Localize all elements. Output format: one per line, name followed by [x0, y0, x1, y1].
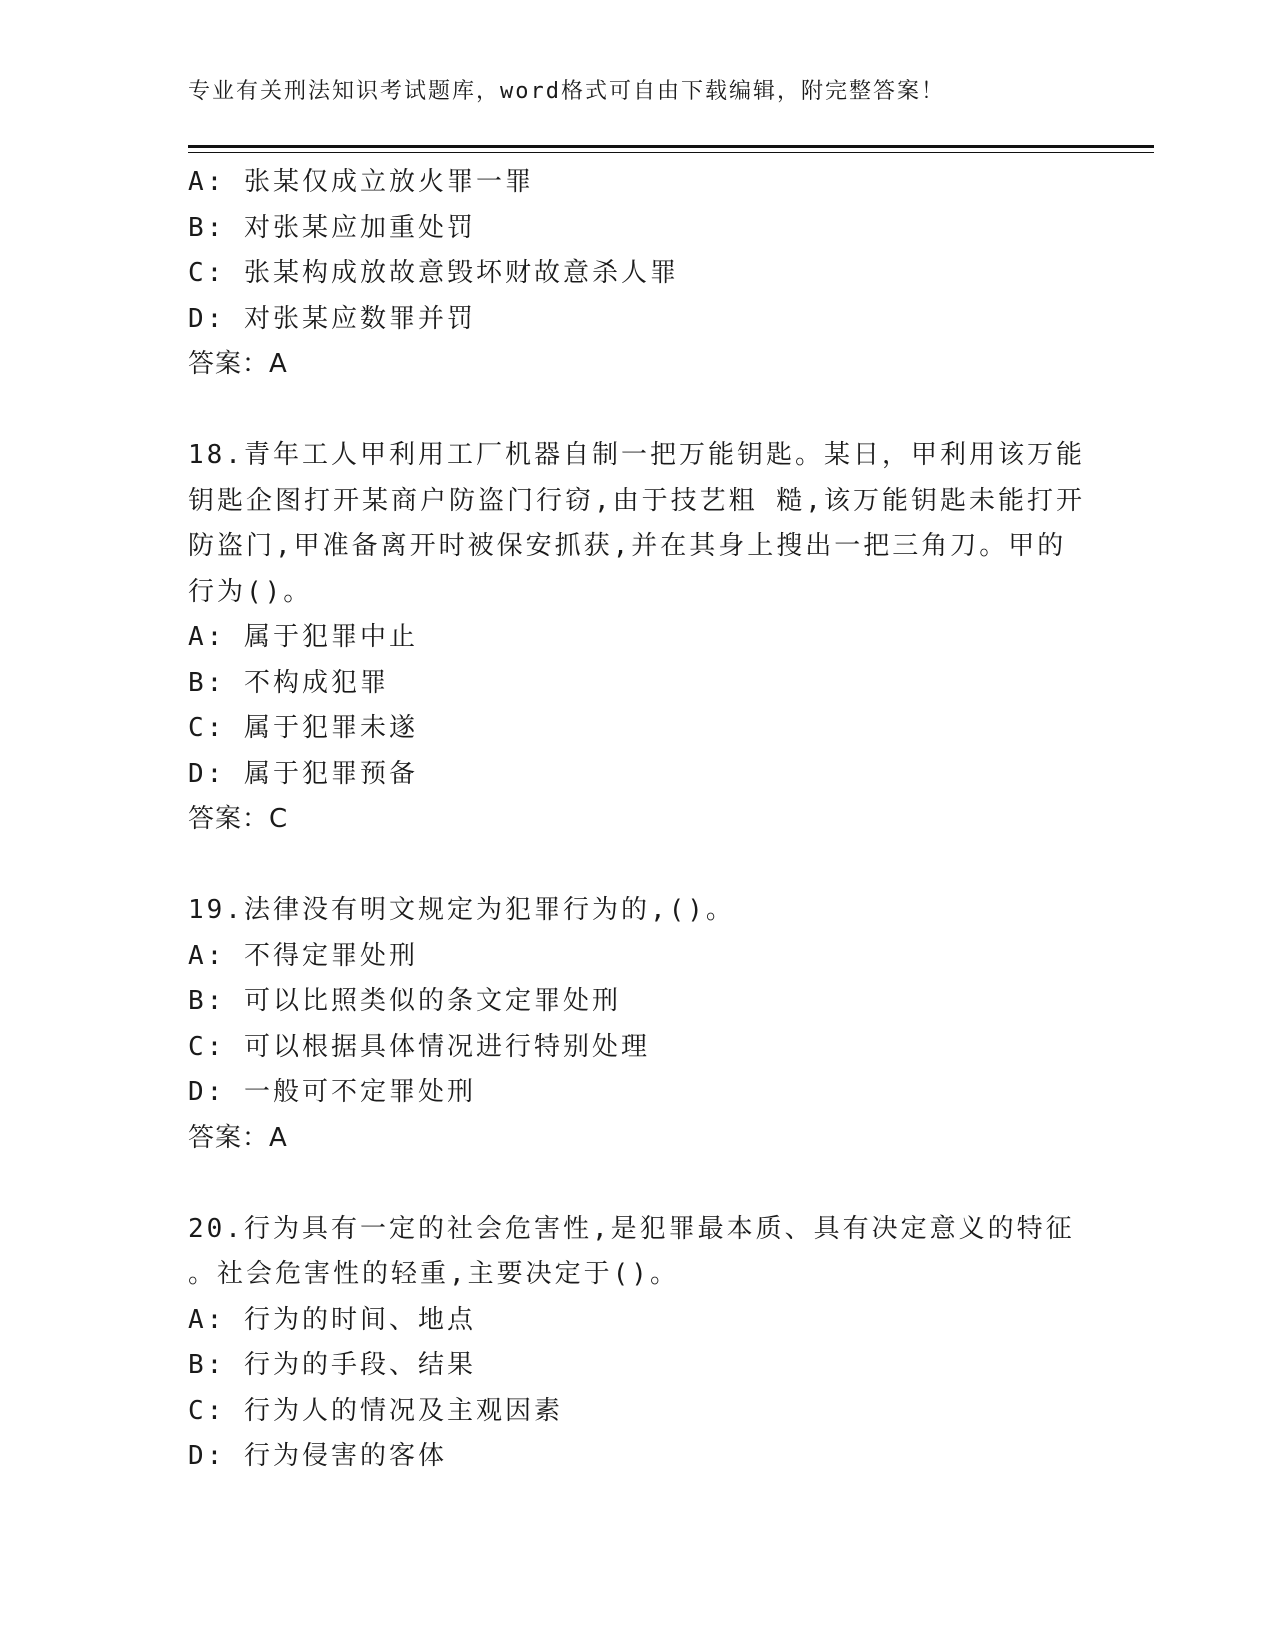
option-b: B: 行为的手段、结果	[188, 1350, 476, 1380]
option-d: D: 一般可不定罪处刑	[188, 1077, 476, 1107]
question-content	[188, 160, 1088, 1480]
question-18-block	[188, 433, 1088, 843]
question-stem-line: 19.法律没有明文规定为犯罪行为的,()。	[188, 895, 735, 925]
question-stem-line: 防盗门,甲准备离开时被保安抓获,并在其身上搜出一把三角刀。甲的	[188, 531, 1067, 561]
spacer	[188, 1161, 1088, 1207]
question-stem-line: 钥匙企图打开某商户防盗门行窃,由于技艺粗 糙,该万能钥匙未能打开	[188, 485, 1085, 516]
option-d: D: 对张某应数罪并罚	[188, 303, 476, 334]
option-b: B: 可以比照类似的条文定罪处刑	[188, 986, 621, 1016]
option-b: B: 对张某应加重处罚	[188, 212, 476, 243]
answer-line: 答案：A	[188, 349, 288, 379]
option-b: B: 不构成犯罪	[188, 667, 389, 698]
option-c: C: 张某构成放故意毁坏财故意杀人罪	[188, 258, 679, 288]
spacer	[188, 388, 1088, 434]
answer-line: 答案：C	[188, 804, 289, 834]
option-c: C: 可以根据具体情况进行特别处理	[188, 1031, 650, 1062]
page-header: 专业有关刑法知识考试题库，word格式可自由下载编辑，附完整答案！	[188, 79, 945, 104]
question-stem-line: 18.青年工人甲利用工厂机器自制一把万能钥匙。某日，甲利用该万能	[188, 440, 1085, 470]
option-a: A: 属于犯罪中止	[188, 622, 418, 652]
option-a: A: 张某仅成立放火罪一罪	[188, 167, 534, 197]
question-20-block	[188, 1207, 1088, 1480]
option-d: D: 行为侵害的客体	[188, 1441, 447, 1471]
spacer	[188, 843, 1088, 889]
question-17-block	[188, 160, 1088, 388]
answer-line: 答案：A	[188, 1122, 288, 1153]
header-rule-thick	[188, 145, 1154, 148]
option-c: C: 行为人的情况及主观因素	[188, 1395, 563, 1426]
header-rule-thin	[188, 152, 1154, 153]
option-d: D: 属于犯罪预备	[188, 758, 418, 789]
question-19-block	[188, 888, 1088, 1161]
option-a: A: 不得定罪处刑	[188, 940, 418, 971]
option-a: A: 行为的时间、地点	[188, 1304, 476, 1335]
question-stem-line: 行为()。	[188, 576, 313, 607]
option-c: C: 属于犯罪未遂	[188, 713, 418, 743]
question-stem-line: 。社会危害性的轻重,主要决定于()。	[188, 1259, 679, 1289]
question-stem-line: 20.行为具有一定的社会危害性,是犯罪最本质、具有决定意义的特征	[188, 1213, 1075, 1244]
